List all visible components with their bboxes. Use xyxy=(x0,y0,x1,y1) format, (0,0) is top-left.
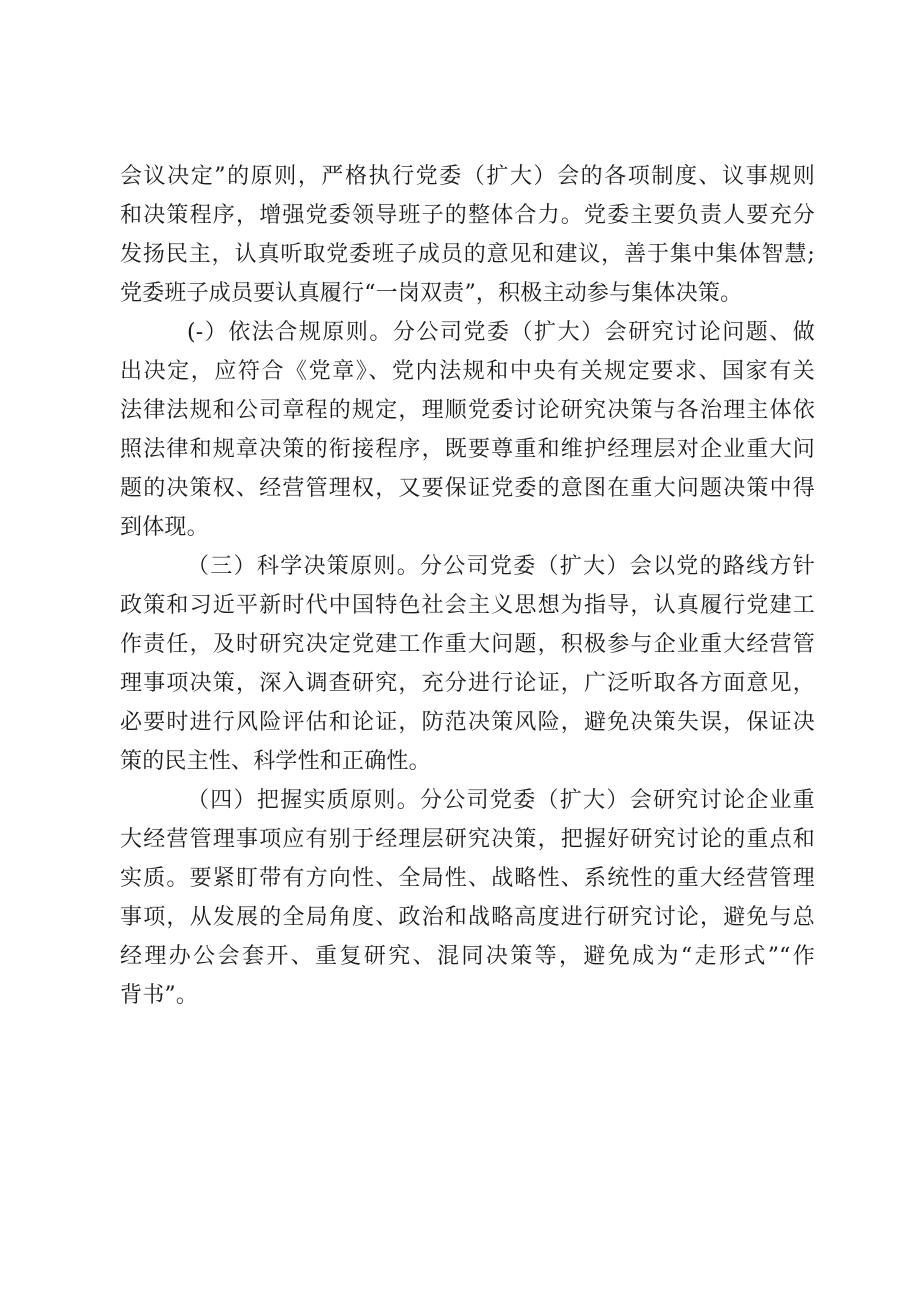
text-line: 必要时进行风险评估和论证，防范决策风险，避免决策失误，保证决 xyxy=(120,710,815,735)
document-body xyxy=(120,157,815,1015)
text-line: （四）把握实质原则。分公司党委（扩大）会研究讨论企业重 xyxy=(187,788,815,813)
text-line: 会议决定”的原则，严格执行党委（扩大）会的各项制度、议事规则 xyxy=(120,164,815,189)
paragraph-4 xyxy=(120,781,815,1015)
text-line: 照法律和规章决策的衔接程序，既要尊重和维护经理层对企业重大问 xyxy=(120,437,815,462)
text-line: 事项，从发展的全局角度、政治和战略高度进行研究讨论，避免与总 xyxy=(120,905,815,930)
text-line: 经理办公会套开、重复研究、混同决策等，避免成为“走形式”“作 xyxy=(120,944,815,969)
text-line: 背书”。 xyxy=(120,983,199,1008)
text-line: 大经营管理事项应有别于经理层研究决策，把握好研究讨论的重点和 xyxy=(120,827,815,852)
text-line: 到体现。 xyxy=(120,515,209,540)
paragraph-1 xyxy=(120,157,815,313)
paragraph-3 xyxy=(120,547,815,781)
text-line: 和决策程序，增强党委领导班子的整体合力。党委主要负责人要充分 xyxy=(120,203,815,228)
text-line: (-）依法合规原则。分公司党委（扩大）会研究讨论问题、做 xyxy=(187,320,815,345)
text-line: 理事项决策，深入调查研究，充分进行论证，广泛听取各方面意见， xyxy=(120,671,815,696)
paragraph-2 xyxy=(120,313,815,547)
text-line: 作责任，及时研究决定党建工作重大问题，积极参与企业重大经营管 xyxy=(120,632,815,657)
text-line: 策的民主性、科学性和正确性。 xyxy=(120,749,431,774)
text-line: 发扬民主，认真听取党委班子成员的意见和建议，善于集中集体智慧; xyxy=(120,242,815,267)
text-line: （三）科学决策原则。分公司党委（扩大）会以党的路线方针 xyxy=(187,554,815,579)
text-line: 题的决策权、经营管理权，又要保证党委的意图在重大问题决策中得 xyxy=(120,476,815,501)
text-line: 出决定，应符合《党章》、党内法规和中央有关规定要求、国家有关 xyxy=(120,359,815,384)
text-line: 党委班子成员要认真履行“一岗双责”，积极主动参与集体决策。 xyxy=(120,281,743,306)
text-line: 法律法规和公司章程的规定，理顺党委讨论研究决策与各治理主体依 xyxy=(120,398,815,423)
text-line: 实质。要紧盯带有方向性、全局性、战略性、系统性的重大经营管理 xyxy=(120,866,815,891)
text-line: 政策和习近平新时代中国特色社会主义思想为指导，认真履行党建工 xyxy=(120,593,815,618)
